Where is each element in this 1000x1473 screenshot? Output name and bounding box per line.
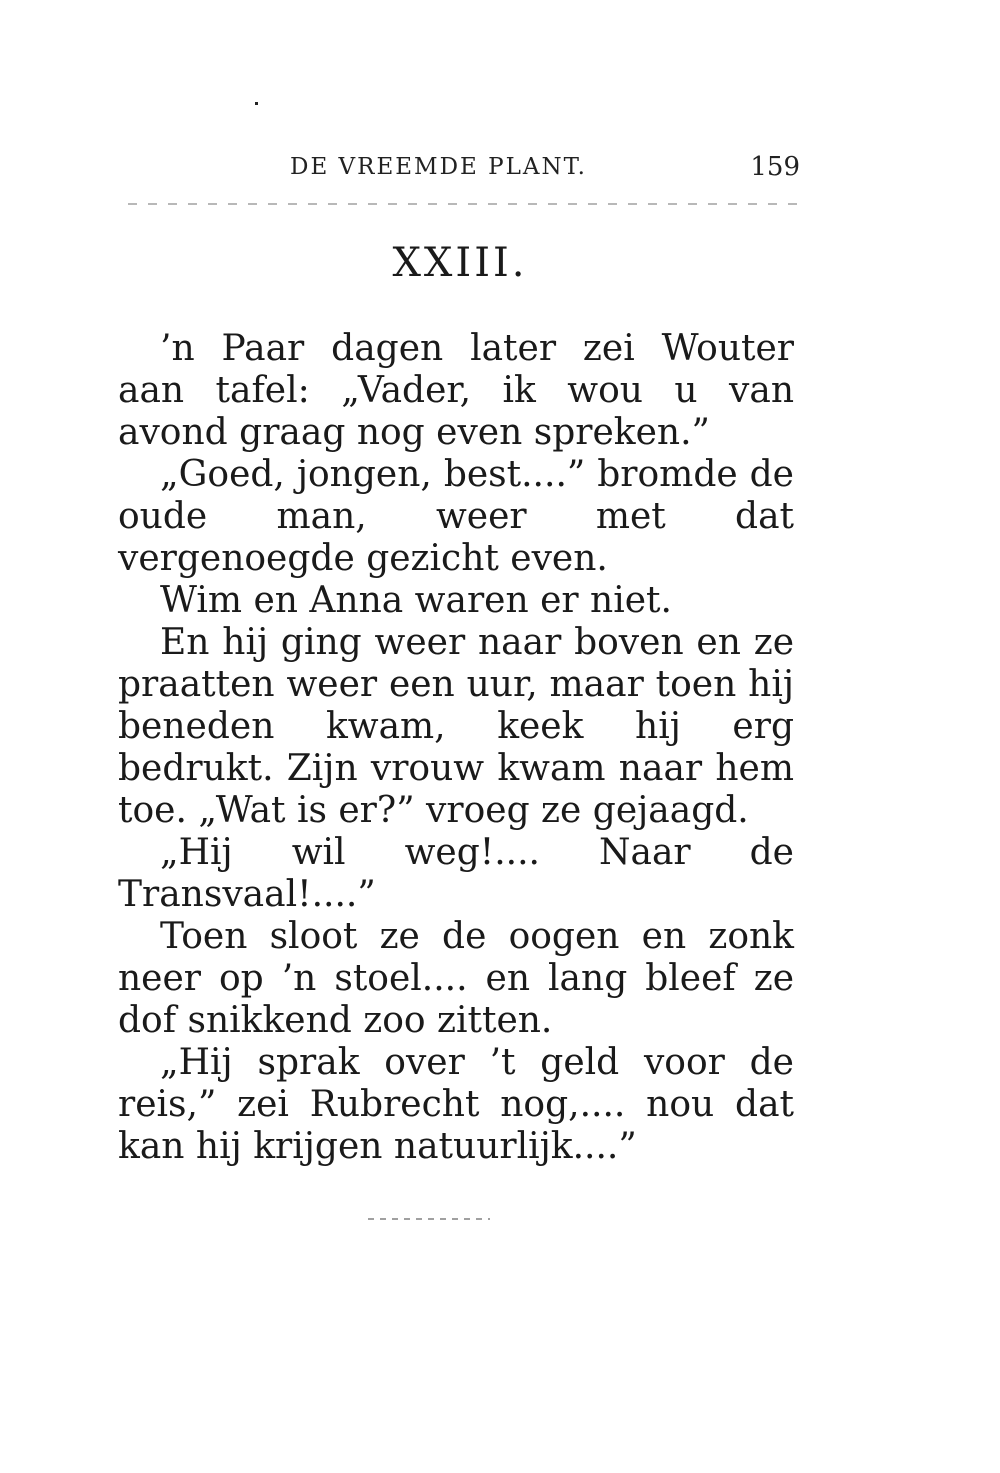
paragraph: En hij ging weer naar boven en ze praatten weer een uur, maar toen hij beneden kwam, keek hij erg bedrukt. Zijn vrouw kwam naar hem toe. „Wat is er?” vroeg ze gejaagd. (118, 622, 794, 831)
paragraph: „Hij wil weg!.... Naar de Transvaal!....” (118, 832, 794, 915)
chapter-heading: XXIII. (392, 240, 528, 286)
page-number: 159 (750, 152, 800, 182)
header-rule (128, 203, 800, 205)
body-text (118, 328, 794, 1168)
paragraph: Toen sloot ze de oogen en zonk neer op ’n stoel.... en lang bleef ze dof snikkend zoo zitten. (118, 916, 794, 1041)
paragraph: „Goed, jongen, best....” bromde de oude man, weer met dat vergenoegde gezicht even. (118, 454, 794, 579)
paragraph: „Hij sprak over ’t geld voor de reis,” zei Rubrecht nog,.... nou dat kan hij krijgen natuurlijk....” (118, 1042, 794, 1167)
section-end-rule (368, 1218, 490, 1220)
ink-speck (255, 102, 258, 105)
running-title: DE VREEMDE PLANT. (290, 154, 587, 180)
paragraph: ’n Paar dagen later zei Wouter aan tafel: „Vader, ik wou u van avond graag nog even spreken.” (118, 328, 794, 453)
running-head (120, 152, 800, 192)
paragraph: Wim en Anna waren er niet. (160, 580, 672, 621)
